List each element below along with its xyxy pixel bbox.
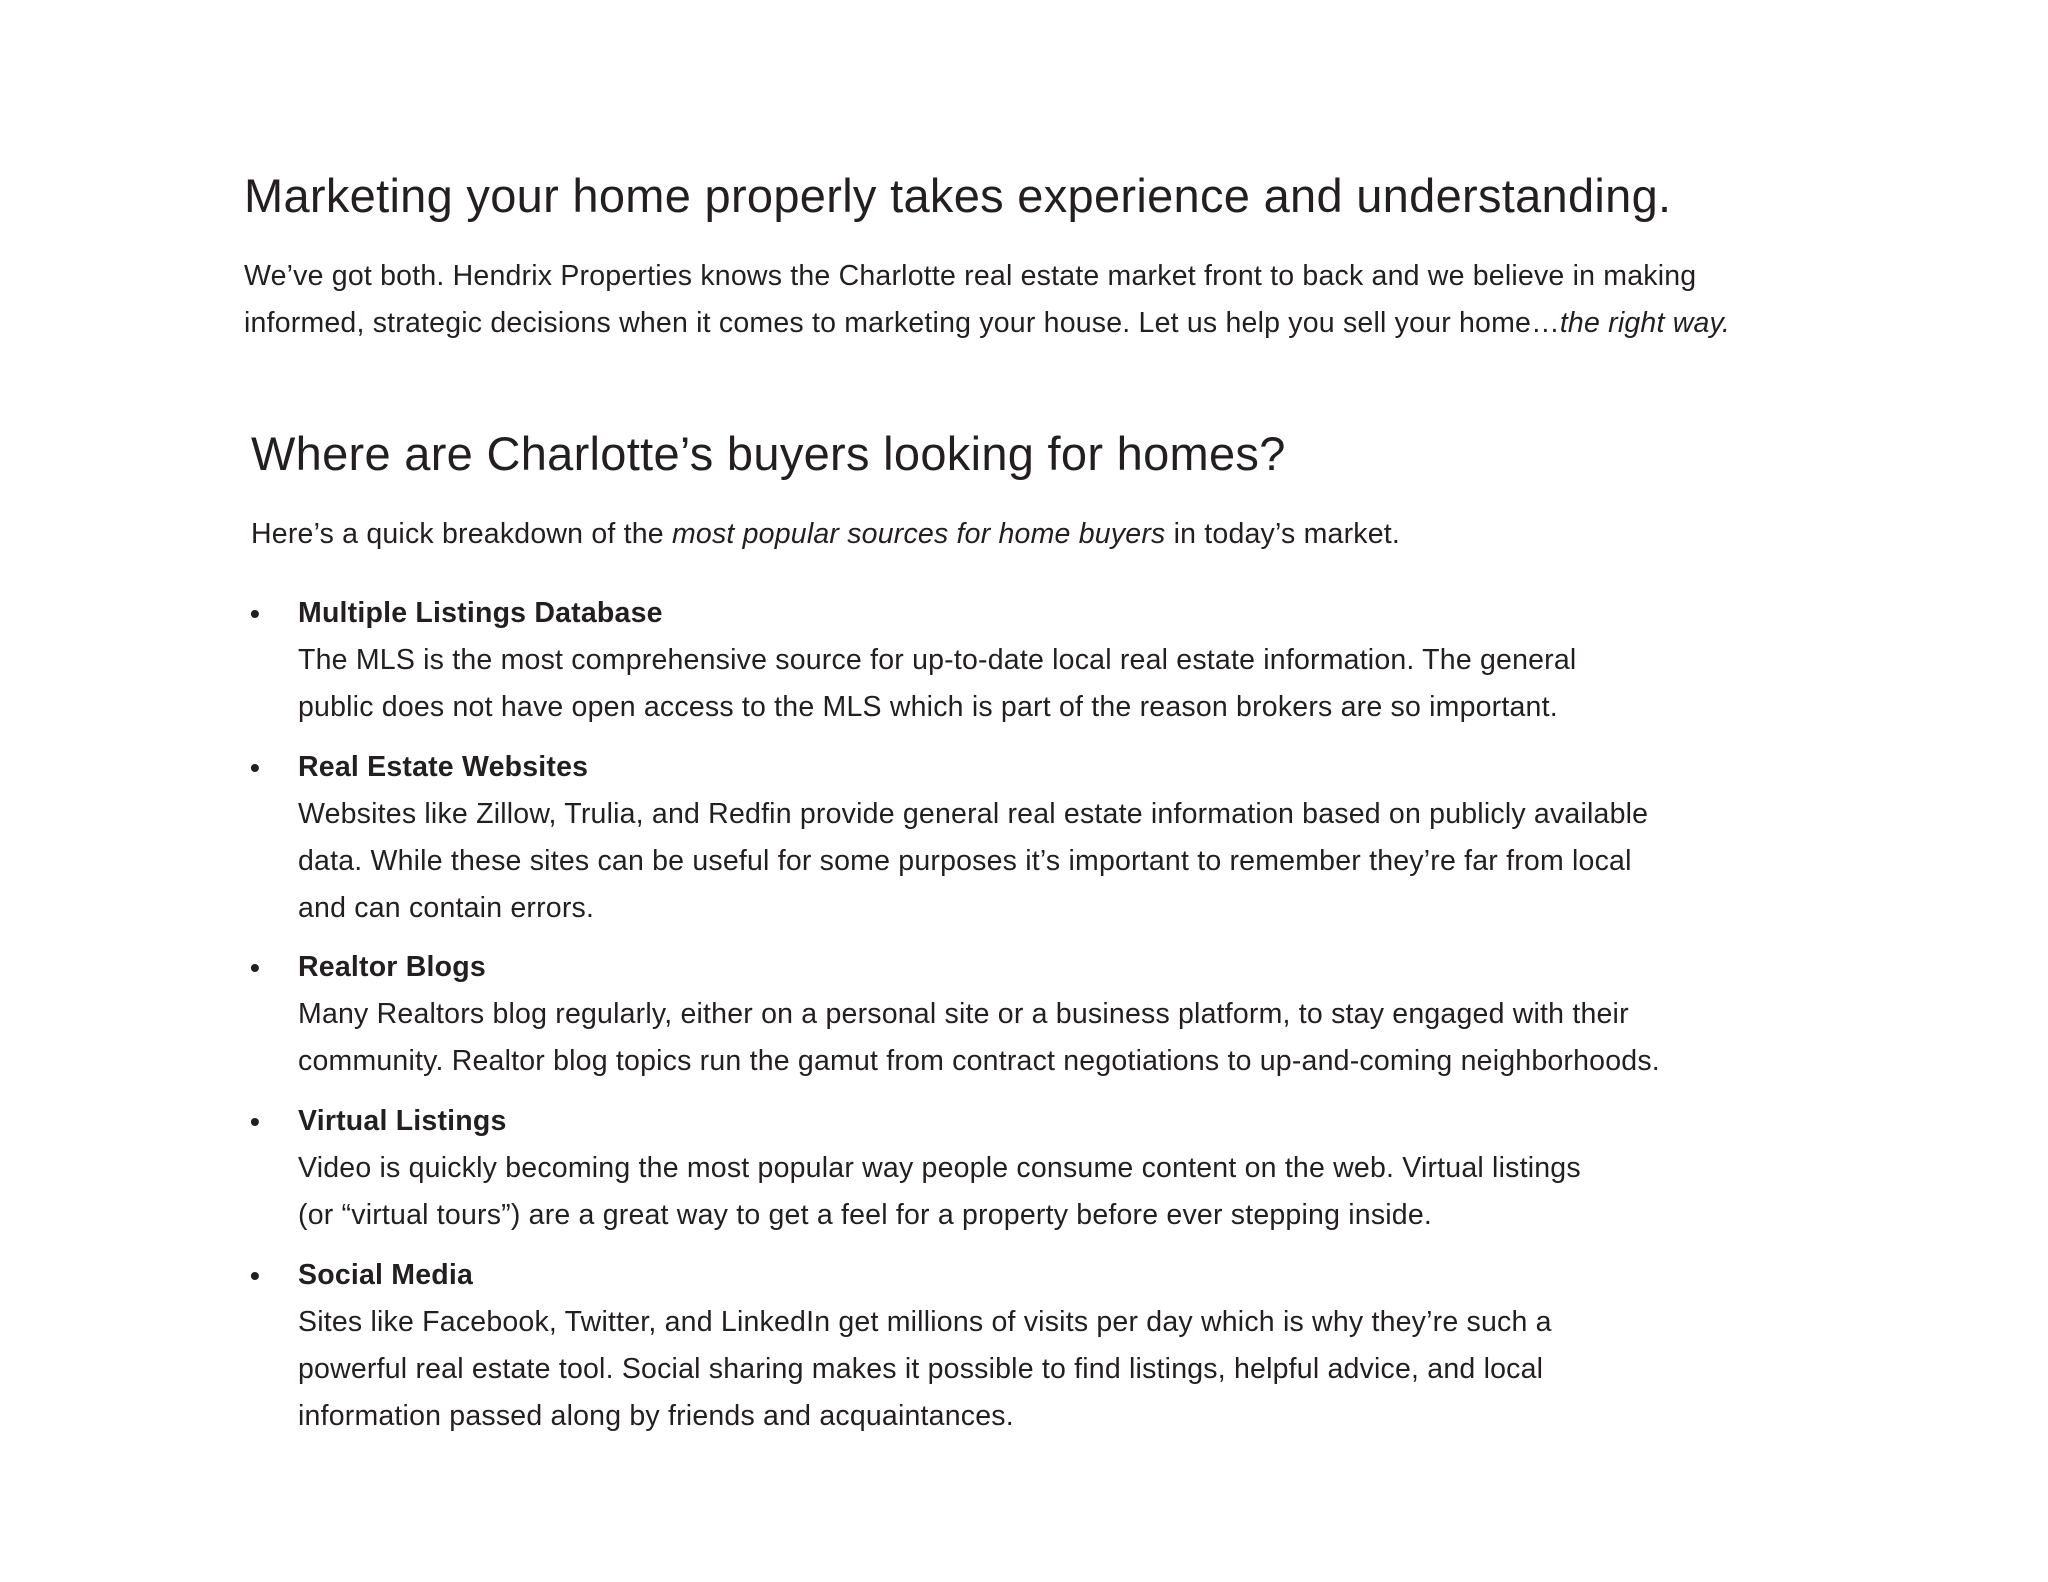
list-item-description — [298, 637, 1868, 731]
description-line: Video is quickly becoming the most popular way people consume content on the web. Virtual listings — [298, 1152, 1581, 1184]
list-item-title: Social Media — [298, 1259, 474, 1291]
description-line: community. Realtor blog topics run the gamut from contract negotiations to up-and-coming neighborhoods. — [298, 1045, 1660, 1077]
intro-emphasis: the right way. — [1559, 307, 1730, 339]
list-item-description — [298, 1299, 1868, 1440]
description-line: data. While these sites can be useful for some purposes it’s important to remember they’re far from local — [298, 845, 1632, 877]
description-line: Sites like Facebook, Twitter, and LinkedIn get millions of visits per day which is why they’re such a — [298, 1306, 1552, 1338]
bullet-icon: • — [250, 1106, 260, 1137]
intro-paragraph — [244, 253, 1764, 347]
list-item-description — [298, 1145, 1868, 1239]
description-line: The MLS is the most comprehensive source for up-to-date local real estate information. The general — [298, 644, 1577, 676]
description-line: powerful real estate tool. Social sharing makes it possible to find listings, helpful advice, and local — [298, 1353, 1544, 1385]
list-item-title: Realtor Blogs — [298, 951, 486, 983]
lead-text-after: in today’s market. — [1165, 518, 1401, 550]
page-title: Marketing your home properly takes experience and understanding. — [244, 169, 1672, 222]
list-item-title: Real Estate Websites — [298, 751, 589, 783]
lead-emphasis: most popular sources for home buyers — [671, 518, 1166, 550]
description-line: public does not have open access to the MLS which is part of the reason brokers are so important. — [298, 691, 1558, 723]
bullet-icon: • — [250, 952, 260, 983]
lead-paragraph — [251, 514, 1400, 554]
description-line: Websites like Zillow, Trulia, and Redfin provide general real estate information based on publicly available — [298, 798, 1649, 830]
bullet-icon: • — [250, 752, 260, 783]
list-item-title: Virtual Listings — [298, 1105, 507, 1137]
list-item-description — [298, 991, 1868, 1085]
description-line: and can contain errors. — [298, 892, 595, 924]
description-line: (or “virtual tours”) are a great way to get a feel for a property before ever stepping inside. — [298, 1199, 1433, 1231]
description-line: Many Realtors blog regularly, either on a personal site or a business platform, to stay engaged with their — [298, 998, 1629, 1030]
description-line: information passed along by friends and acquaintances. — [298, 1400, 1014, 1432]
bullet-icon: • — [250, 1260, 260, 1291]
section-heading: Where are Charlotte’s buyers looking for homes? — [251, 427, 1286, 480]
lead-text-before: Here’s a quick breakdown of the — [251, 518, 672, 550]
bullet-icon: • — [250, 598, 260, 629]
list-item-title: Multiple Listings Database — [298, 597, 663, 629]
intro-text: We’ve got both. Hendrix Properties knows the Charlotte real estate market front to back and we believe in making informed, strategic decisions when it comes to marketing your house. Let us help you sell your home… — [244, 260, 1697, 339]
list-item-description — [298, 791, 1868, 932]
